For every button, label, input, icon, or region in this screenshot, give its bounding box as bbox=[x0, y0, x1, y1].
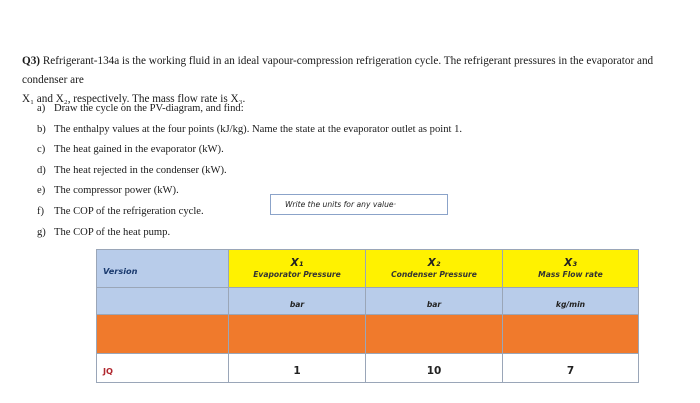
item-letter: d) bbox=[37, 164, 46, 176]
x2-unit-cell bbox=[366, 288, 503, 315]
item-text: Draw the cycle on the PV-diagram, and find: bbox=[54, 103, 244, 114]
spacer-cell bbox=[503, 315, 639, 354]
item-letter: b) bbox=[37, 123, 46, 135]
x1-value-cell bbox=[229, 354, 366, 383]
x2-variable: X₂ bbox=[427, 256, 441, 269]
table-spacer-row bbox=[97, 315, 639, 354]
x1-unit: bar bbox=[289, 299, 305, 309]
unit-row-empty-cell bbox=[97, 288, 229, 315]
spacer-cell bbox=[229, 315, 366, 354]
x2-description: Condenser Pressure bbox=[391, 269, 477, 279]
x2-unit: bar bbox=[426, 299, 442, 309]
item-text: The enthalpy values at the four points (kJ/kg). Name the state at the evaporator outlet as point 1. bbox=[54, 123, 463, 135]
item-letter: a) bbox=[37, 103, 46, 114]
item-letter: c) bbox=[37, 144, 46, 156]
spacer-cell bbox=[97, 315, 229, 354]
table-unit-row bbox=[97, 288, 639, 315]
x2-header-cell bbox=[366, 250, 503, 288]
x3-unit: kg/min bbox=[555, 299, 586, 309]
sub-question-c bbox=[37, 140, 462, 161]
x3-value: 7 bbox=[566, 364, 575, 377]
x3-description: Mass Flow rate bbox=[538, 269, 603, 279]
x2-value-cell bbox=[366, 354, 503, 383]
values-table-container bbox=[96, 249, 639, 383]
values-table bbox=[96, 249, 639, 383]
item-text: The heat gained in the evaporator (kW). bbox=[54, 144, 224, 156]
item-text: The heat rejected in the condenser (kW). bbox=[54, 164, 227, 176]
question-number: Q3) bbox=[22, 55, 41, 67]
item-text: The COP of the refrigeration cycle. bbox=[54, 205, 204, 217]
item-letter: g) bbox=[37, 226, 46, 238]
version-value: JQ bbox=[103, 365, 114, 376]
item-text: The compressor power (kW). bbox=[54, 185, 179, 197]
x3-header-cell bbox=[503, 250, 639, 288]
x1-value: 1 bbox=[293, 364, 301, 377]
sub-question-d bbox=[37, 161, 462, 182]
table-row bbox=[97, 354, 639, 383]
sub-questions bbox=[37, 99, 462, 243]
item-text: The COP of the heat pump. bbox=[54, 226, 171, 238]
spacer-cell bbox=[366, 315, 503, 354]
sub-question-g bbox=[37, 223, 462, 244]
table-header-row bbox=[97, 250, 639, 288]
item-letter: e) bbox=[37, 185, 46, 197]
version-cell bbox=[97, 354, 229, 383]
sub-question-b bbox=[37, 120, 462, 141]
question-line-2: X₁ and X₂, respectively. The mass flow rate is X₃. bbox=[22, 93, 246, 105]
item-letter: f) bbox=[37, 205, 45, 217]
units-note-box: Write the units for any value· bbox=[270, 194, 448, 215]
x1-header-cell bbox=[229, 250, 366, 288]
x1-unit-cell bbox=[229, 288, 366, 315]
x1-description: Evaporator Pressure bbox=[253, 269, 341, 279]
x3-unit-cell bbox=[503, 288, 639, 315]
x2-value: 10 bbox=[426, 364, 442, 377]
x3-value-cell bbox=[503, 354, 639, 383]
version-header-cell bbox=[97, 250, 229, 288]
x1-variable: X₁ bbox=[290, 256, 304, 269]
sub-question-a bbox=[37, 99, 462, 120]
question-line-1: Refrigerant-134a is the working fluid in an ideal vapour-compression refrigeration cycle. The refrigerant pressures in the evaporator and condenser are bbox=[22, 55, 654, 86]
x3-variable: X₃ bbox=[564, 256, 577, 269]
version-header: Version bbox=[103, 266, 138, 276]
